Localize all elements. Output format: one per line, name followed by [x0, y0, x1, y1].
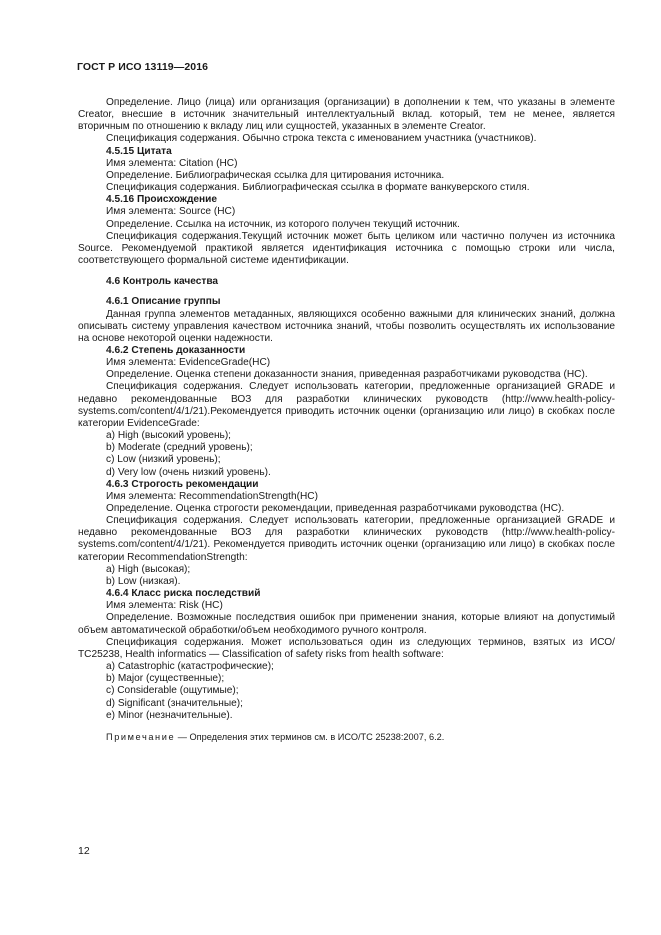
subsection-heading: 4.5.16 Происхождение	[106, 194, 217, 206]
paragraph: Спецификация содержания. Библиографическая ссылка в формате ванкуверского стиля.	[106, 182, 530, 194]
list-item: d) Significant (значительные);	[106, 697, 243, 709]
paragraph: Определение. Оценка степени доказанности знания, приведенная разработчиками руководства (НС).	[106, 369, 588, 381]
paragraph: Спецификация содержания. Следует использовать категории, предложенные организацией GRADE и недавно рекомендованные ВОЗ для разработки клинических руководств (http://www.health-policy-systems.com/content/4/1/21).Рекомендуется приводить источник оценки (организацию или лицо) в скобках после категории EvidenceGrade:	[78, 381, 615, 429]
paragraph: Имя элемента: RecommendationStrength(НС)	[106, 490, 318, 502]
paragraph: Имя элемента: Citation (НС)	[106, 157, 238, 169]
paragraph: Определение. Оценка строгости рекомендации, приведенная разработчиками руководства (НС).	[106, 503, 565, 514]
subsection-heading: 4.6.2 Степень доказанности	[106, 344, 246, 356]
list-item: a) High (высокая);	[106, 563, 191, 575]
subsection-heading: 4.6.4 Класс риска последствий	[106, 588, 261, 600]
list-item: b) Major (существенные);	[106, 673, 225, 685]
subsection-heading: 4.6.3 Строгость рекомендации	[106, 478, 259, 490]
list-item: d) Very low (очень низкий уровень).	[106, 466, 271, 478]
paragraph: Определение. Библиографическая ссылка для цитирования источника.	[106, 169, 445, 181]
section-heading: 4.6 Контроль качества	[106, 276, 219, 288]
list-item: a) High (высокий уровень);	[106, 430, 232, 442]
paragraph: Определение. Ссылка на источник, из которого получен текущий источник.	[106, 218, 460, 230]
note	[78, 731, 615, 743]
note-text: — Определения этих терминов см. в ИСО/ТС 25238:2007, 6.2.	[175, 731, 445, 742]
paragraph: Спецификация содержания. Обычно строка текста с именованием участника (участников).	[106, 133, 537, 145]
list-item: a) Catastrophic (катастрофические);	[106, 661, 274, 673]
paragraph: Определение. Лицо (лица) или организация (организации) в дополнении к тем, что указаны в элементе Creator, внесшие в источник значительный интеллектуальный вклад. который, тем не менее, является вторичным по отношению к вкладу лиц или сущностей, указанных в элементе Creator.	[78, 97, 615, 133]
paragraph: Спецификация содержания. Может использоваться один из следующих терминов, взятых из ИСО/ТС25238, Health informatics — Classification of safety risks from health software:	[78, 636, 615, 660]
list-item: c) Low (низкий уровень);	[106, 454, 221, 466]
list-item: b) Low (низкая).	[106, 575, 181, 587]
paragraph: Определение. Возможные последствия ошибок при применении знания, которые влияют на допустимый объем автоматической обработки/объем необходимого ручного контроля.	[78, 612, 615, 636]
list-item: b) Moderate (средний уровень);	[106, 442, 253, 454]
paragraph: Имя элемента: Source (НС)	[106, 206, 236, 218]
subsection-heading: 4.6.1 Описание группы	[106, 296, 221, 308]
paragraph: Данная группа элементов метаданных, являющихся особенно важными для клинических знаний, должна описывать систему управления качеством источника знаний, чтобы позволить осуществлять их использование на основе некоторой оценки надежности.	[78, 308, 615, 344]
page-number: 12	[78, 845, 90, 857]
paragraph: Спецификация содержания. Следует использовать категории, предложенные организацией GRADE и недавно рекомендованные ВОЗ для разработки клинических руководств (http://www.health-policy-systems.com/content/4/1/21). Рекомендуется приводить источник оценки (организацию или лицо) в скобках после категории RecommendationStrength:	[78, 515, 615, 563]
document-header: ГОСТ Р ИСО 13119—2016	[77, 61, 209, 73]
paragraph: Имя элемента: Risk (НС)	[106, 600, 223, 612]
list-item: c) Considerable (ощутимые);	[106, 685, 239, 697]
note-label: Примечание	[106, 731, 176, 742]
subsection-heading: 4.5.15 Цитата	[106, 145, 172, 157]
paragraph: Спецификация содержания.Текущий источник может быть целиком или частично получен из источника Source. Рекомендуемой практикой является идентификация источника с помощью строки или числа, соответствующего формальной системе идентификации.	[78, 230, 615, 267]
list-item: e) Minor (незначительные).	[106, 709, 233, 721]
paragraph: Имя элемента: EvidenceGrade(НС)	[106, 357, 271, 369]
document-body	[78, 97, 615, 743]
